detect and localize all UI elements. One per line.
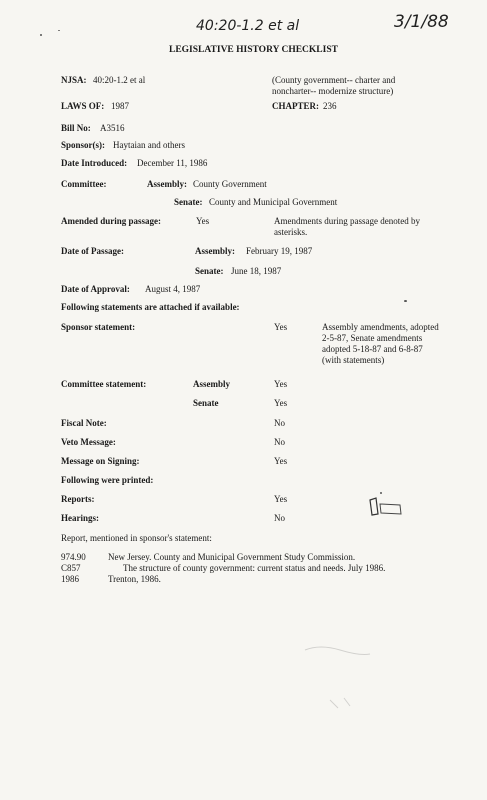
committee-assembly-label: Assembly: bbox=[147, 179, 187, 189]
passage-assembly-value: February 19, 1987 bbox=[246, 246, 313, 256]
message-on-signing-label: Message on Signing: bbox=[61, 456, 140, 466]
sponsor-statement-value: Yes bbox=[274, 322, 288, 332]
committee-label: Committee: bbox=[61, 179, 107, 189]
handwritten-date: 3/1/88 bbox=[394, 12, 449, 32]
committee-statement-senate-label: Senate bbox=[193, 398, 219, 408]
committee-assembly-value: County Government bbox=[193, 179, 267, 189]
fiscal-note-value: No bbox=[274, 418, 285, 428]
call-number: 974.90 bbox=[61, 552, 86, 562]
handwritten-citation: 40:20-1.2 et al bbox=[196, 18, 300, 34]
date-introduced-label: Date Introduced: bbox=[61, 158, 128, 168]
veto-message-label: Veto Message: bbox=[61, 437, 116, 447]
sponsors-label: Sponsor(s): bbox=[61, 140, 106, 150]
date-introduced-value: December 11, 1986 bbox=[137, 158, 208, 168]
message-on-signing-value: Yes bbox=[274, 456, 288, 466]
citation-line: Trenton, 1986. bbox=[108, 574, 161, 584]
bill-no-label: Bill No: bbox=[61, 123, 91, 133]
hearings-value: No bbox=[274, 513, 285, 523]
report-mention: Report, mentioned in sponsor's statement: bbox=[61, 533, 212, 543]
bleed-through-mark-icon bbox=[300, 640, 380, 720]
amended-note: Amendments during passage denoted by asterisks. bbox=[274, 216, 420, 237]
page-title: LEGISLATIVE HISTORY CHECKLIST bbox=[169, 45, 338, 55]
attached-header: Following statements are attached if available: bbox=[61, 302, 240, 312]
laws-of-value: 1987 bbox=[111, 101, 129, 111]
bill-no-value: A3516 bbox=[100, 123, 125, 133]
hearings-label: Hearings: bbox=[61, 513, 99, 523]
sponsor-statement-label: Sponsor statement: bbox=[61, 322, 136, 332]
amended-value: Yes bbox=[196, 216, 210, 226]
call-number: C857 bbox=[61, 563, 81, 573]
passage-senate-label: Senate: bbox=[195, 266, 224, 276]
laws-of-label: LAWS OF: bbox=[61, 101, 105, 111]
sponsor-statement-note: Assembly amendments, adopted 2-5-87, Senate amendments adopted 5-18-87 and 6-8-87 (with statements) bbox=[322, 322, 439, 365]
scan-speck bbox=[404, 300, 407, 302]
committee-senate-value: County and Municipal Government bbox=[209, 197, 338, 207]
citation-line: New Jersey. County and Municipal Government Study Commission. bbox=[108, 552, 356, 562]
committee-statement-label: Committee statement: bbox=[61, 379, 147, 389]
sponsors-value: Haytaian and others bbox=[113, 140, 185, 150]
committee-senate-label: Senate: bbox=[174, 197, 203, 207]
passage-senate-value: June 18, 1987 bbox=[231, 266, 282, 276]
chapter-value: 236 bbox=[323, 101, 337, 111]
committee-statement-assembly-value: Yes bbox=[274, 379, 288, 389]
committee-statement-senate-value: Yes bbox=[274, 398, 288, 408]
date-of-approval-label: Date of Approval: bbox=[61, 284, 130, 294]
scan-speck bbox=[40, 34, 42, 36]
call-number: 1986 bbox=[61, 574, 79, 584]
stamp-smudge-icon bbox=[366, 496, 406, 518]
scan-speck bbox=[380, 492, 382, 494]
reports-value: Yes bbox=[274, 494, 288, 504]
njsa-subject: (County government-- charter and noncharter-- modernize structure) bbox=[272, 75, 396, 96]
citation-line: The structure of county government: current status and needs. July 1986. bbox=[123, 563, 386, 573]
fiscal-note-label: Fiscal Note: bbox=[61, 418, 107, 428]
chapter-label: CHAPTER: bbox=[272, 101, 319, 111]
njsa-label: NJSA: bbox=[61, 75, 87, 85]
date-of-passage-label: Date of Passage: bbox=[61, 246, 124, 256]
amended-label: Amended during passage: bbox=[61, 216, 162, 226]
reports-label: Reports: bbox=[61, 494, 95, 504]
njsa-value: 40:20-1.2 et al bbox=[93, 75, 146, 85]
printed-header: Following were printed: bbox=[61, 475, 154, 485]
veto-message-value: No bbox=[274, 437, 285, 447]
scan-speck bbox=[58, 30, 60, 31]
date-of-approval-value: August 4, 1987 bbox=[145, 284, 201, 294]
passage-assembly-label: Assembly: bbox=[195, 246, 235, 256]
committee-statement-assembly-label: Assembly bbox=[193, 379, 231, 389]
